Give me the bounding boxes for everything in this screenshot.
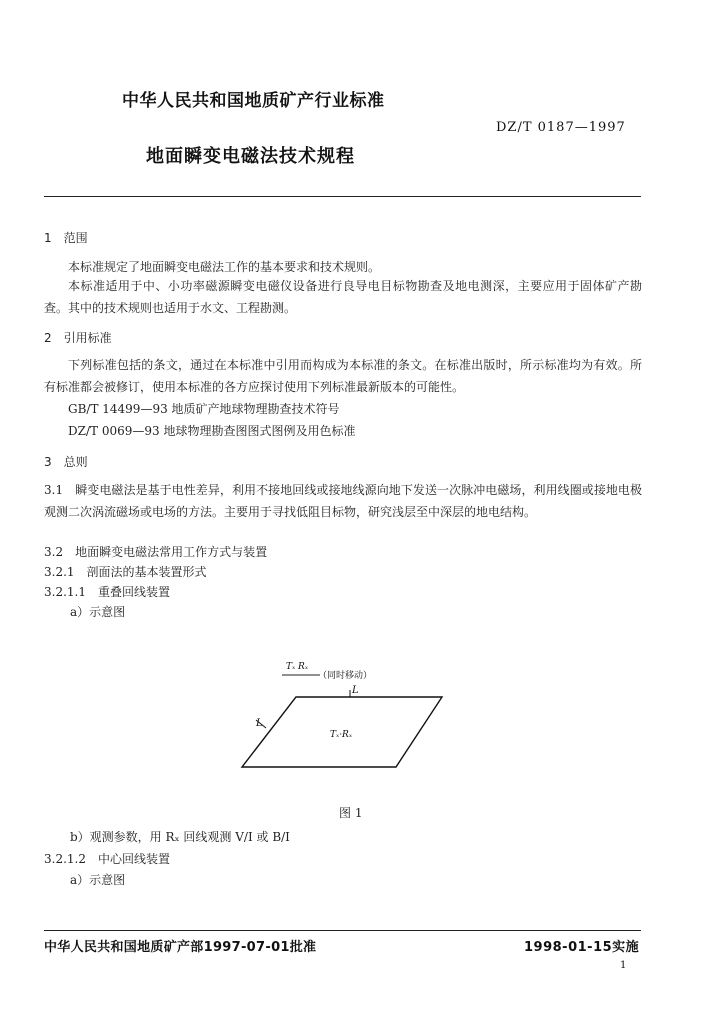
- standard-code: DZ/T 0187—1997: [496, 120, 626, 135]
- figure-top-label: Tₓ Rₓ: [286, 662, 309, 672]
- figure-move-note: （同时移动）: [318, 671, 373, 681]
- footer-divider: [44, 930, 641, 931]
- section-3-2-1-1-heading: 3.2.1.1 重叠回线装置: [44, 585, 170, 599]
- header-divider: [44, 196, 641, 197]
- section-3-1-paragraph: 3.1 瞬变电磁法是基于电性差异，利用不接地回线或接地线源向地下发送一次脉冲电磁场，利用线圈或接地电极观测二次涡流磁场或电场的方法。主要用于寻找低阻目标物，研究浅层至中深层的地电结构。: [44, 483, 642, 519]
- figure-inner-label: Tₓ·Rₓ: [330, 730, 353, 740]
- document-title: 地面瞬变电磁法技术规程: [146, 146, 355, 167]
- section-3-2-heading: 3.2 地面瞬变电磁法常用工作方式与装置: [44, 545, 268, 559]
- section-2-heading: 2 引用标准: [44, 331, 112, 345]
- reference-1: GB/T 14499—93 地质矿产地球物理勘查技术符号: [68, 402, 340, 416]
- section-1-paragraph-1: 本标准规定了地面瞬变电磁法工作的基本要求和技术规则。: [68, 260, 381, 274]
- org-standard-title: 中华人民共和国地质矿产行业标准: [122, 91, 385, 111]
- figure-label-L-left: L: [256, 718, 263, 729]
- section-1-paragraph-2: 本标准适用于中、小功率磁源瞬变电磁仪设备进行良导电目标物勘查及地电测深，主要应用于固体矿产勘查。其中的技术规则也适用于水文、工程勘测。: [44, 279, 642, 315]
- item-a-schematic-1: a）示意图: [70, 605, 126, 619]
- section-3-2-1-2-heading: 3.2.1.2 中心回线装置: [44, 852, 170, 866]
- section-3-2-1-heading: 3.2.1 剖面法的基本装置形式: [44, 565, 207, 579]
- reference-2: DZ/T 0069—93 地球物理勘查图图式图例及用色标准: [68, 424, 356, 438]
- approval-note: 中华人民共和国地质矿产部1997-07-01批准: [44, 940, 317, 955]
- item-b-observation-params: b）观测参数，用 Rₓ 回线观测 V/I 或 B/I: [70, 830, 290, 844]
- section-1-heading: 1 范围: [44, 231, 88, 245]
- effective-date: 1998-01-15实施: [524, 940, 640, 955]
- section-2-paragraph-1: 下列标准包括的条文，通过在本标准中引用而构成为本标准的条文。在标准出版时，所示标准均为有效。所有标准都会被修订，使用本标准的各方应探讨使用下列标准最新版本的可能性。: [44, 358, 642, 394]
- page-number: 1: [620, 960, 627, 971]
- figure-label-L-top: L: [352, 685, 359, 696]
- figure-1-caption: 图 1: [339, 806, 363, 820]
- item-a-schematic-2: a）示意图: [70, 873, 126, 887]
- section-3-heading: 3 总则: [44, 455, 88, 469]
